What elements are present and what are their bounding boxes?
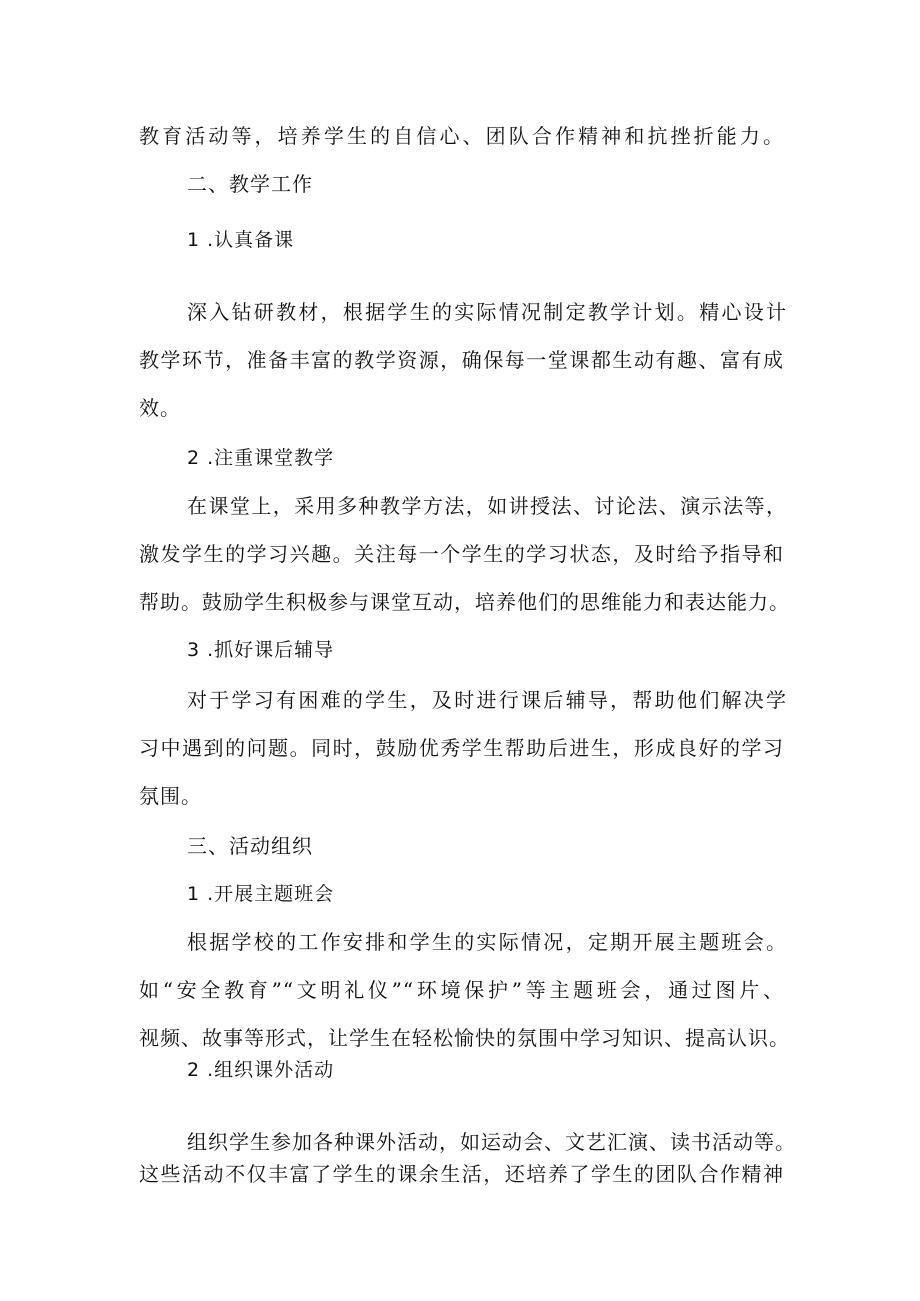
- subsection-heading: 2 .注重课堂教学: [187, 447, 335, 469]
- subsection-heading: 1 .认真备课: [187, 229, 295, 251]
- paragraph-line: 这些活动不仅丰富了学生的课余生活，还培养了学生的团队合作精神: [139, 1162, 784, 1186]
- paragraph-line: 对于学习有困难的学生，及时进行课后辅导，帮助他们解决学: [187, 688, 787, 712]
- paragraph-line: 在课堂上，采用多种教学方法，如讲授法、讨论法、演示法等，: [187, 494, 787, 518]
- paragraph-line: 帮助。鼓励学生积极参与课堂互动，培养他们的思维能力和表达能力。: [139, 590, 790, 614]
- paragraph-line: 深入钻研教材，根据学生的实际情况制定教学计划。精心设计: [187, 300, 787, 324]
- paragraph-line: 教育活动等，培养学生的自信心、团队合作精神和抗挫折能力。: [139, 124, 784, 148]
- paragraph-line: 效。: [139, 396, 181, 420]
- paragraph-line: 习中遇到的问题。同时，鼓励优秀学生帮助后进生，形成良好的学习: [139, 736, 784, 760]
- paragraph-line: 视频、故事等形式，让学生在轻松愉快的氛围中学习知识、提高认识。: [139, 1026, 790, 1050]
- subsection-heading: 2 .组织课外活动: [187, 1059, 335, 1081]
- subsection-heading: 3 .抓好课后辅导: [187, 639, 335, 661]
- subsection-heading: 1 .开展主题班会: [187, 883, 335, 905]
- paragraph-line: 教学环节，准备丰富的教学资源，确保每一堂课都生动有趣、富有成: [139, 348, 784, 372]
- paragraph-line: 如“安全教育”“文明礼仪”“环境保护”等主题班会，通过图片、: [139, 978, 784, 1002]
- paragraph-line: 激发学生的学习兴趣。关注每一个学生的学习状态，及时给予指导和: [139, 542, 784, 566]
- paragraph-line: 组织学生参加各种课外活动，如运动会、文艺汇演、读书活动等。: [187, 1130, 796, 1154]
- section-heading: 二、教学工作: [187, 172, 313, 196]
- paragraph-line: 氛围。: [139, 784, 202, 808]
- paragraph-line: 根据学校的工作安排和学生的实际情况，定期开展主题班会。: [187, 930, 787, 954]
- section-heading: 三、活动组织: [187, 834, 313, 858]
